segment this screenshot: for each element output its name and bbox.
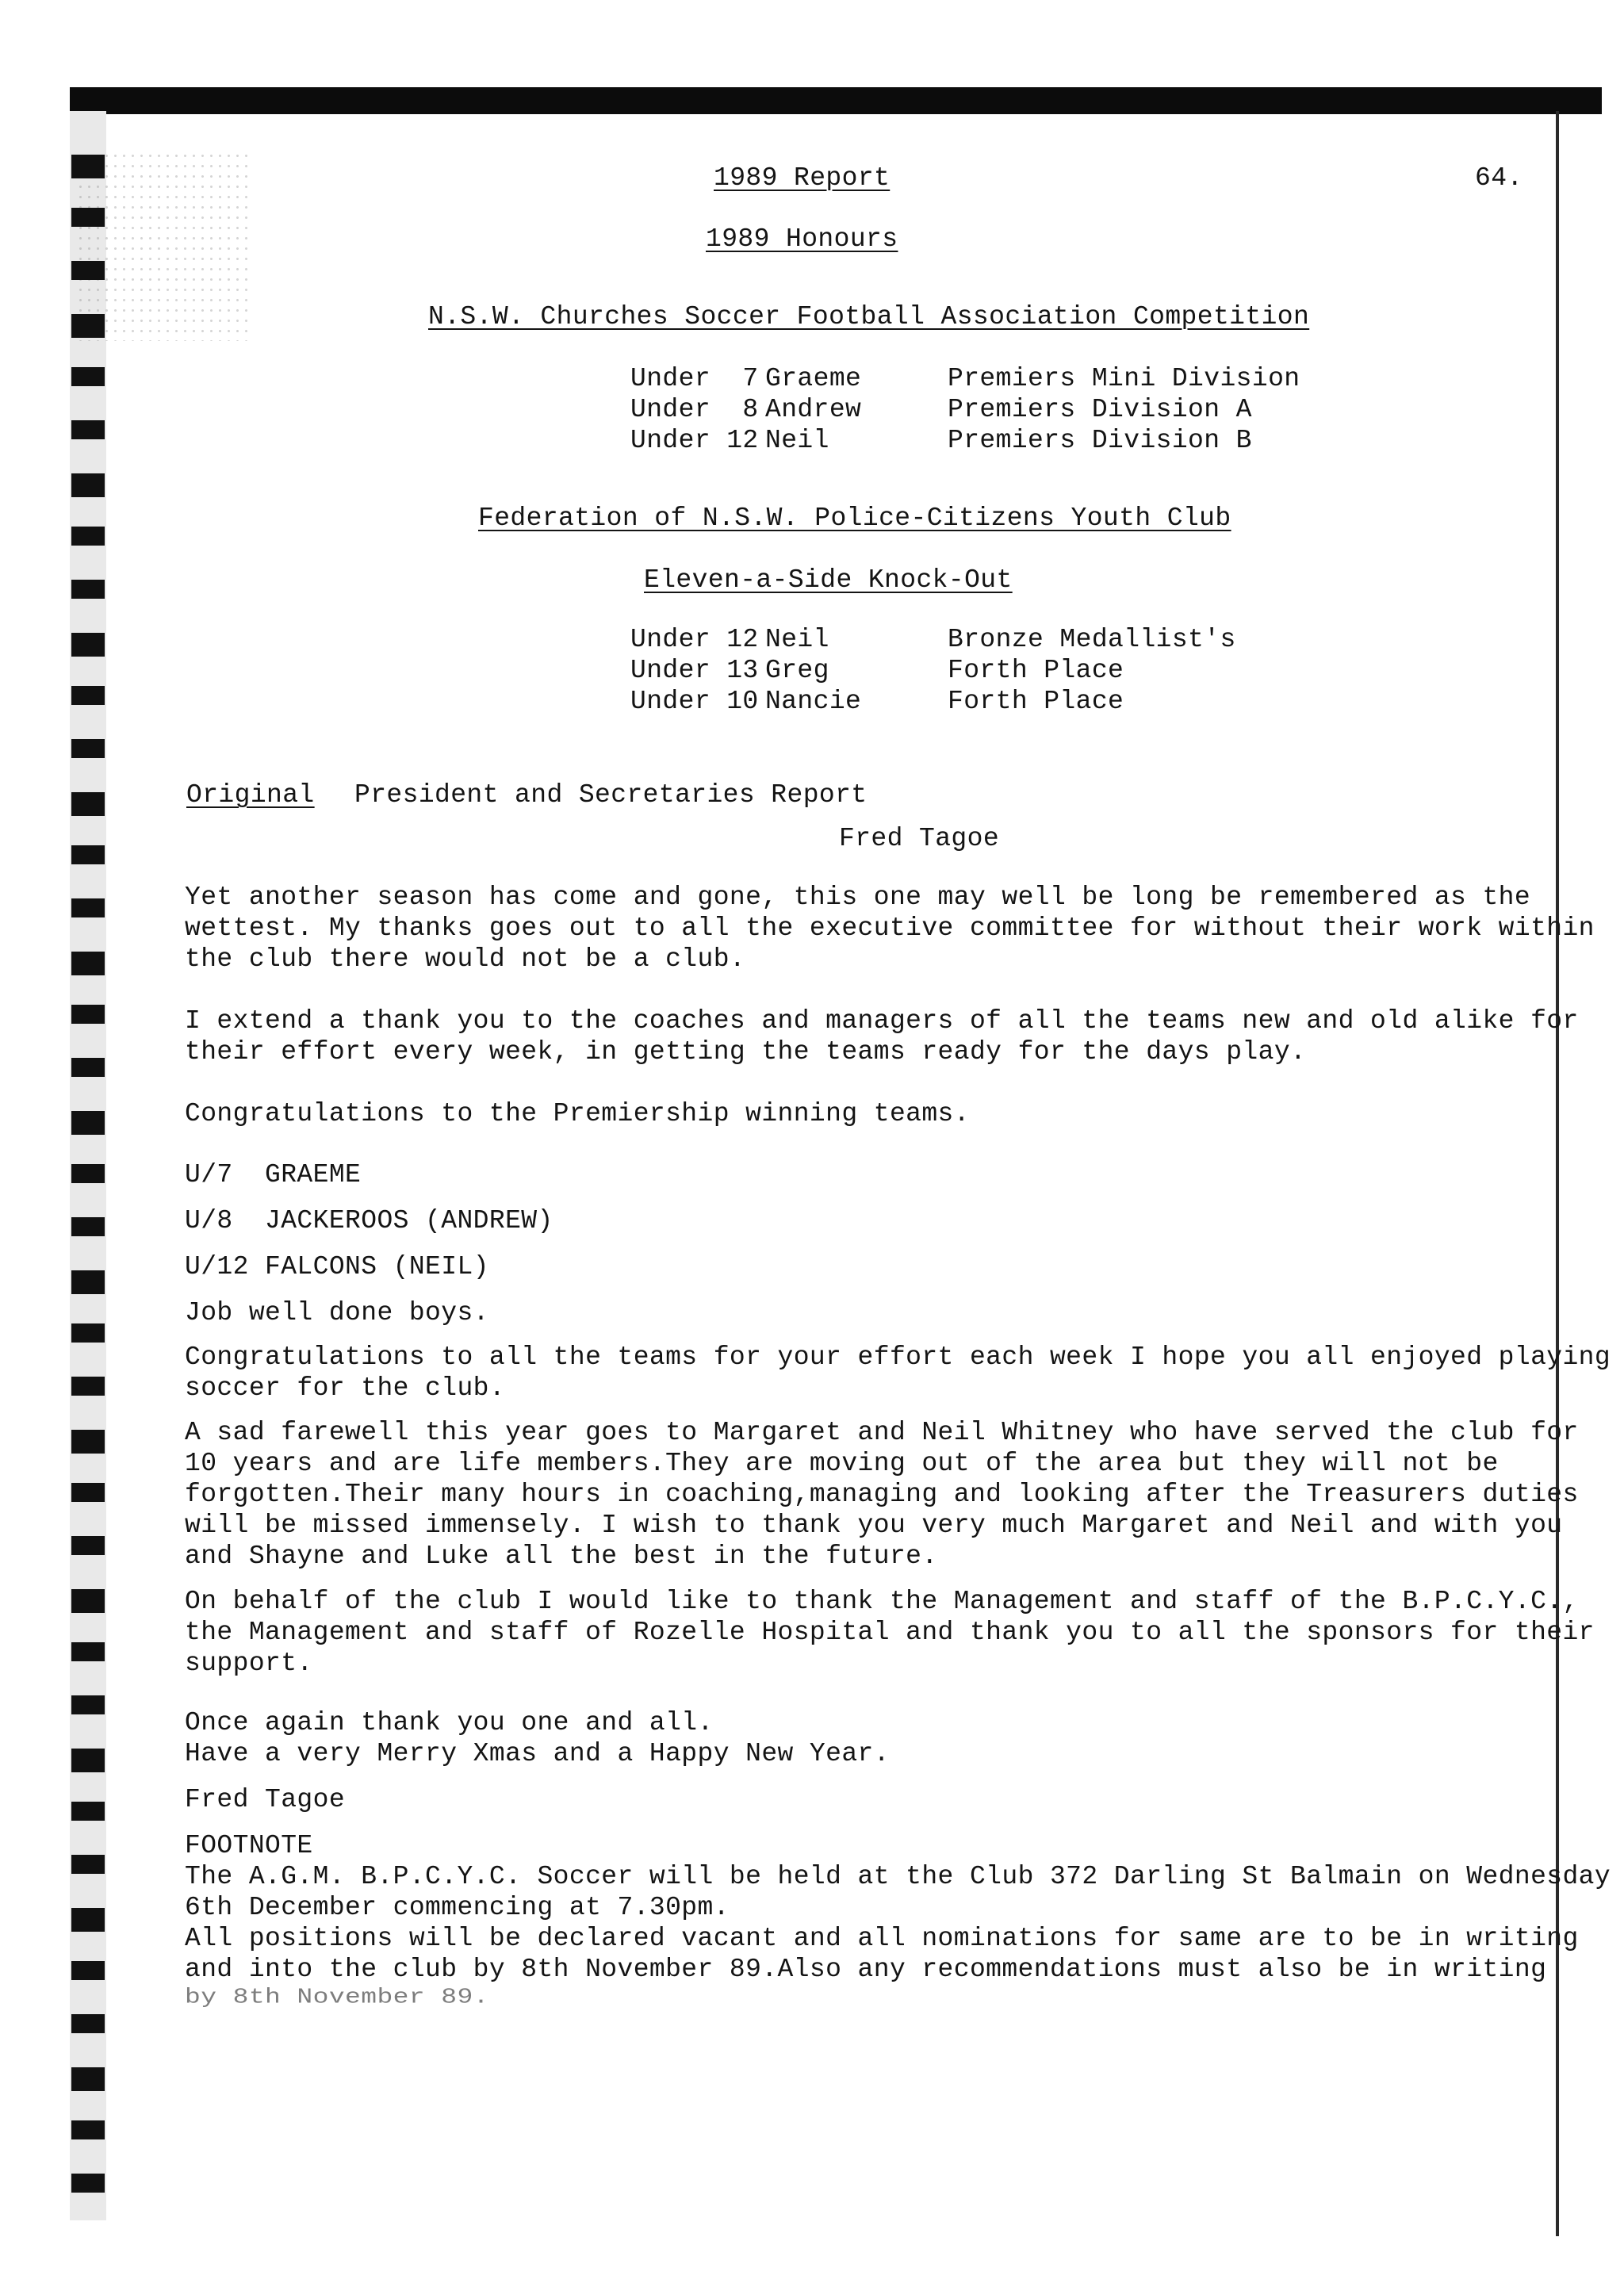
binding-hole — [71, 845, 105, 864]
body-line: the Management and staff of Rozelle Hospital and thank you to all the sponsors for their — [185, 1618, 1595, 1647]
body-line: wettest. My thanks goes out to all the executive committee for without their work within — [185, 914, 1595, 943]
body-line: 10 years and are life members.They are moving out of the area but they will not be — [185, 1449, 1499, 1478]
honour-name: Andrew — [765, 395, 862, 424]
binding-hole — [71, 1164, 105, 1183]
binding-hole — [71, 2014, 105, 2033]
honour-age: Under 8 — [630, 395, 759, 424]
honour-result: Forth Place — [948, 687, 1124, 716]
body-line: the club there would not be a club. — [185, 944, 746, 974]
binding-hole — [71, 1589, 105, 1613]
honour-result: Forth Place — [948, 656, 1124, 685]
binding-hole — [71, 952, 105, 975]
binding-hole — [71, 1855, 105, 1874]
honour-age: Under 13 — [630, 656, 759, 685]
honour-name: Graeme — [765, 364, 862, 393]
scan-right-edge — [1556, 111, 1559, 2236]
honour-age: Under 12 — [630, 625, 759, 654]
binding-hole — [71, 1005, 105, 1024]
closing-line: Once again thank you one and all. — [185, 1708, 714, 1737]
footnote-label: FOOTNOTE — [185, 1831, 313, 1860]
body-line: support. — [185, 1649, 313, 1678]
honour-age: Under 10 — [630, 687, 759, 716]
binding-hole — [71, 1908, 105, 1932]
signature: Fred Tagoe — [185, 1785, 346, 1814]
team-line: U/8 JACKEROOS (ANDREW) — [185, 1206, 553, 1235]
honour-name: Greg — [765, 656, 829, 685]
binding-hole — [71, 1430, 105, 1454]
binding-hole — [71, 1695, 105, 1714]
body-line: and Shayne and Luke all the best in the future. — [185, 1542, 938, 1571]
binding-hole — [71, 1642, 105, 1661]
footnote-line: and into the club by 8th November 89.Also any recommendations must also be in writing — [185, 1955, 1547, 1984]
honour-name: Nancie — [765, 687, 862, 716]
federation-subheading: Eleven-a-Side Knock-Out — [644, 565, 1013, 595]
team-line: U/12 FALCONS (NEIL) — [185, 1252, 489, 1281]
footnote-line: 6th December commencing at 7.30pm. — [185, 1893, 730, 1922]
binding-hole — [71, 527, 105, 546]
footnote-line: by 8th November 89. — [185, 1985, 489, 2009]
binding-hole — [71, 686, 105, 705]
binding-hole — [71, 473, 105, 497]
binding-hole — [71, 2120, 105, 2139]
original-label: Original — [186, 780, 315, 810]
report-title: 1989 Report — [714, 163, 891, 193]
footnote-line: All positions will be declared vacant and all nominations for same are to be in writing — [185, 1924, 1579, 1953]
binding-hole — [71, 1961, 105, 1980]
binding-hole — [71, 1323, 105, 1343]
body-line: On behalf of the club I would like to thank the Management and staff of the B.P.C.Y.C., — [185, 1587, 1579, 1616]
body-line: A sad farewell this year goes to Margaret and Neil Whitney who have served the club for — [185, 1418, 1579, 1447]
binding-hole — [71, 1377, 105, 1396]
footnote-line: The A.G.M. B.P.C.Y.C. Soccer will be held at the Club 372 Darling St Balmain on Wednesday — [185, 1862, 1611, 1891]
binding-hole — [71, 1270, 105, 1294]
binding-hole — [71, 420, 105, 439]
binding-hole — [71, 2174, 105, 2193]
churches-heading: N.S.W. Churches Soccer Football Association Competition — [428, 302, 1310, 331]
body-line: Yet another season has come and gone, this one may well be long be remembered as the — [185, 883, 1531, 912]
honour-result: Premiers Division B — [948, 426, 1252, 455]
report-author: Fred Tagoe — [839, 824, 1000, 853]
honour-result: Premiers Mini Division — [948, 364, 1300, 393]
binding-hole — [71, 314, 105, 338]
honour-result: Premiers Division A — [948, 395, 1252, 424]
congrats-line: Congratulations to the Premiership winning teams. — [185, 1099, 970, 1128]
binding-hole — [71, 2067, 105, 2091]
federation-heading: Federation of N.S.W. Police-Citizens Youth Club — [478, 504, 1231, 533]
page-number: 64. — [1475, 163, 1523, 193]
honours-title: 1989 Honours — [706, 224, 898, 254]
report-heading: President and Secretaries Report — [354, 780, 868, 810]
binding-hole — [71, 739, 105, 758]
honour-name: Neil — [765, 625, 829, 654]
binding-hole — [71, 1749, 105, 1772]
body-line: forgotten.Their many hours in coaching,managing and looking after the Treasurers duties — [185, 1480, 1579, 1509]
binding-hole — [71, 1483, 105, 1502]
binding-hole — [71, 792, 105, 816]
team-line: U/7 GRAEME — [185, 1160, 362, 1189]
scan-top-border — [70, 87, 1602, 114]
body-line: I extend a thank you to the coaches and managers of all the teams new and old alike for — [185, 1006, 1579, 1036]
binding-hole — [71, 1111, 105, 1135]
binding-hole — [71, 1217, 105, 1236]
closing-line: Have a very Merry Xmas and a Happy New Year. — [185, 1739, 890, 1768]
binding-hole — [71, 1536, 105, 1555]
body-line: will be missed immensely. I wish to thank you very much Margaret and Neil and with you — [185, 1511, 1563, 1540]
honour-result: Bronze Medallist's — [948, 625, 1236, 654]
body-line: their effort every week, in getting the teams ready for the days play. — [185, 1037, 1307, 1067]
binding-hole — [71, 633, 105, 657]
binding-hole — [71, 367, 105, 386]
binding-hole — [71, 155, 105, 178]
binding-hole — [71, 208, 105, 227]
well-done-line: Job well done boys. — [185, 1298, 489, 1327]
body-line: Congratulations to all the teams for your effort each week I hope you all enjoyed playing — [185, 1343, 1611, 1372]
honour-name: Neil — [765, 426, 829, 455]
binding-hole — [71, 1058, 105, 1077]
honour-age: Under 12 — [630, 426, 759, 455]
binding-hole — [71, 898, 105, 917]
binding-hole — [71, 1802, 105, 1821]
scan-noise — [76, 151, 251, 341]
binding-hole — [71, 580, 105, 599]
body-line: soccer for the club. — [185, 1373, 506, 1403]
binding-hole — [71, 261, 105, 280]
honour-age: Under 7 — [630, 364, 759, 393]
